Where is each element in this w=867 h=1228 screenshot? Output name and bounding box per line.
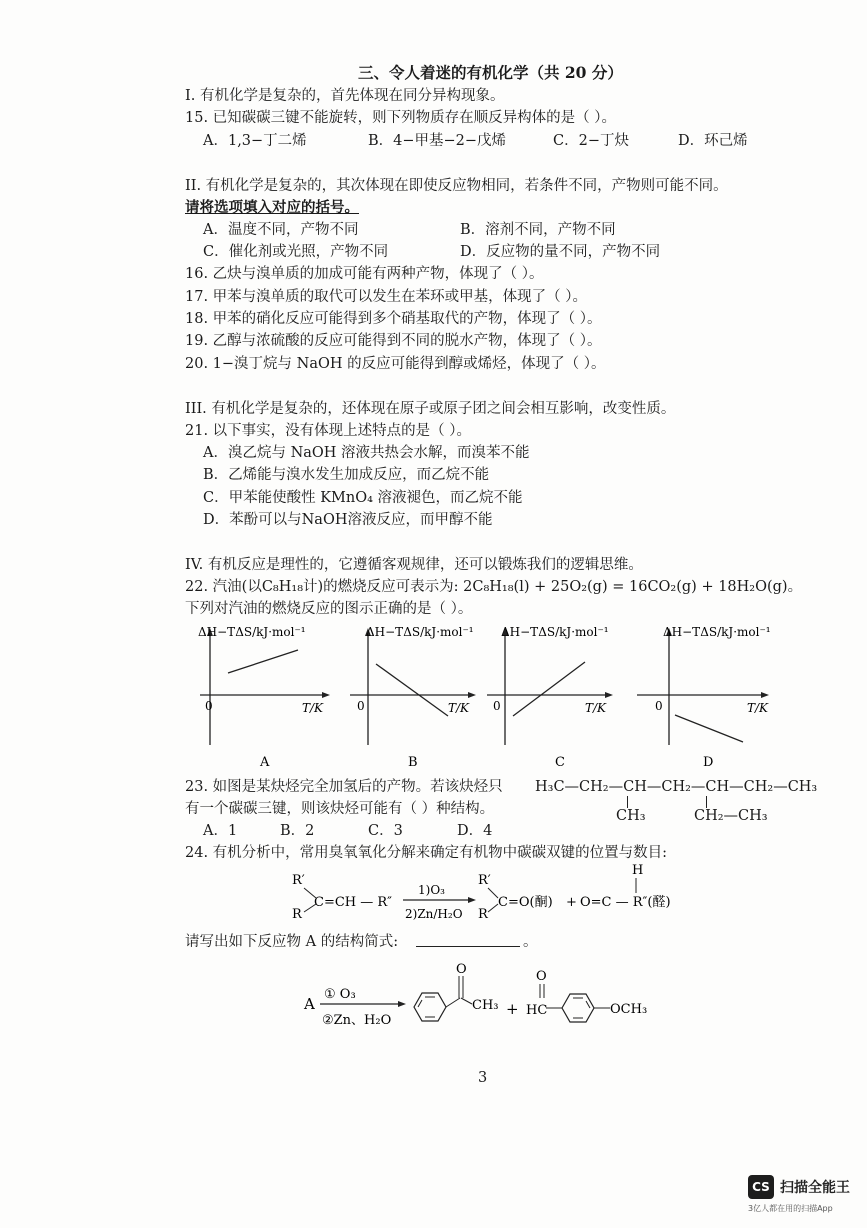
question-21: 21. 以下事实，没有体现上述特点的是（ ）。 <box>185 423 472 439</box>
graph-b-origin: 0 <box>357 699 365 713</box>
q21-option-c: C．甲苯能使酸性 KMnO₄ 溶液褪色，而乙烷不能 <box>203 490 523 506</box>
q22-graphs <box>190 620 790 772</box>
graph-d-line <box>675 715 743 742</box>
part2-option-b: B．溶剂不同，产物不同 <box>460 222 616 238</box>
q23-branch-2: CH₂—CH₃ <box>694 808 768 824</box>
answer-blank-period: 。 <box>523 934 538 950</box>
graph-d <box>637 625 771 770</box>
scanner-watermark <box>748 1173 858 1217</box>
question-24: 24. 有机分析中，常用臭氧氧化分解来确定有机物中碳碳双键的位置与数目: <box>185 845 668 861</box>
question-24-ask: 请写出如下反应物 A 的结构简式: <box>185 934 399 950</box>
q23-option-a: A．1 <box>203 823 238 839</box>
watermark-tagline: 3亿人都在用的扫描App <box>748 1204 833 1213</box>
q21-option-d: D．苯酚可以与NaOH溶液反应，而甲醇不能 <box>203 512 493 528</box>
acetophenone-structure <box>414 962 499 1021</box>
svg-text:CH₃: CH₃ <box>472 998 499 1013</box>
q24-ozonolysis-scheme <box>290 862 720 924</box>
question-23-line2: 有一个碳碳三键，则该炔烃可能有（ ）种结构。 <box>185 801 495 817</box>
q21-option-a: A．溴乙烷与 NaOH 溶液共热会水解，而溴苯不能 <box>203 445 530 461</box>
part4-intro: IV. 有机反应是理性的，它遵循客观规律，还可以锻炼我们的逻辑思维。 <box>185 557 643 573</box>
question-22-line2: 下列对汽油的燃烧反应的图示正确的是（ ）。 <box>185 601 473 617</box>
part2-option-a: A．温度不同，产物不同 <box>203 222 359 238</box>
cs-logo-icon: CS <box>748 1175 774 1199</box>
q21-option-b: B．乙烯能与溴水发生加成反应，而乙烷不能 <box>203 467 490 483</box>
graph-c-ylabel: ΔH−TΔS/kJ·mol⁻¹ <box>501 625 609 639</box>
graph-c <box>487 625 613 770</box>
question-23-line1: 23. 如图是某炔烃完全加氢后的产物。若该炔烃只 <box>185 779 503 795</box>
svg-text:2)Zn/H₂O: 2)Zn/H₂O <box>405 907 463 921</box>
q15-option-b: B．4−甲基−2−戊烯 <box>368 133 507 149</box>
graph-d-ylabel: ΔH−TΔS/kJ·mol⁻¹ <box>663 625 771 639</box>
part3-intro: III. 有机化学是复杂的，还体现在原子或原子团之间会相互影响，改变性质。 <box>185 401 676 417</box>
svg-text:R: R <box>478 907 488 922</box>
svg-text:C=O(酮): C=O(酮) <box>498 895 553 910</box>
q24-reaction-a <box>300 958 700 1038</box>
q15-option-d: D．环己烯 <box>678 133 748 149</box>
question-22: 22. 汽油(以C₈H₁₈计)的燃烧反应可表示为: 2C₈H₁₈(l) + 25O₂(g) = 16CO₂(g) + 18H₂O(g)。 <box>185 579 803 595</box>
part2-option-c: C．催化剂或光照，产物不同 <box>203 244 389 260</box>
answer-blank[interactable] <box>416 946 520 947</box>
q15-option-a: A．1,3−丁二烯 <box>203 133 307 149</box>
part2-option-d: D．反应物的量不同，产物不同 <box>460 244 661 260</box>
graph-b-ylabel: ΔH−TΔS/kJ·mol⁻¹ <box>366 625 474 639</box>
part2-instruction: 请将选项填入对应的括号。 <box>185 199 359 216</box>
svg-text:R′: R′ <box>478 873 491 888</box>
svg-text:R′: R′ <box>292 873 305 888</box>
watermark-name: 扫描全能王 <box>780 1180 850 1196</box>
question-16: 16. 乙炔与溴单质的加成可能有两种产物，体现了（ ）。 <box>185 266 544 282</box>
graph-b-label: B <box>408 755 418 770</box>
graph-c-xlabel: T/K <box>585 701 607 715</box>
graph-a-origin: 0 <box>205 699 213 713</box>
q23-branch-1: CH₃ <box>616 808 646 824</box>
svg-text:H: H <box>632 863 644 878</box>
q15-option-c: C．2−丁炔 <box>553 133 629 149</box>
q23-option-b: B．2 <box>280 823 315 839</box>
reactant-a: A <box>304 995 315 1013</box>
svg-text:O=C — R″(醛): O=C — R″(醛) <box>580 895 671 910</box>
graph-b-line <box>376 664 448 716</box>
graph-b <box>350 625 476 770</box>
svg-text:HC: HC <box>526 1003 548 1018</box>
question-15: 15. 已知碳碳三键不能旋转，则下列物质存在顺反异构体的是（ ）。 <box>185 110 617 126</box>
anisaldehyde-structure <box>526 969 647 1022</box>
page-number: 3 <box>478 1070 488 1086</box>
graph-c-line <box>513 662 585 716</box>
svg-text:1)O₃: 1)O₃ <box>418 883 445 897</box>
graph-c-label: C <box>555 755 565 770</box>
graph-d-origin: 0 <box>655 699 663 713</box>
question-20: 20. 1−溴丁烷与 NaOH 的反应可能得到醇或烯烃，体现了（ ）。 <box>185 356 606 372</box>
graph-d-xlabel: T/K <box>747 701 769 715</box>
graph-b-xlabel: T/K <box>448 701 470 715</box>
q23-option-c: C．3 <box>368 823 403 839</box>
graph-a-line <box>228 650 298 673</box>
graph-d-label: D <box>703 755 714 770</box>
svg-text:R: R <box>292 907 302 922</box>
q23-option-d: D．4 <box>457 823 493 839</box>
svg-text:C=CH — R″: C=CH — R″ <box>314 895 393 910</box>
q23-main-chain: H₃C—CH₂—CH—CH₂—CH—CH₂—CH₃ <box>535 779 818 795</box>
part2-intro: II. 有机化学是复杂的，其次体现在即使反应物相同，若条件不同，产物则可能不同。 <box>185 178 728 194</box>
question-19: 19. 乙醇与浓硫酸的反应可能得到不同的脱水产物，体现了（ ）。 <box>185 333 602 349</box>
svg-text:OCH₃: OCH₃ <box>610 1002 648 1017</box>
svg-text:②Zn、H₂O: ②Zn、H₂O <box>322 1013 392 1028</box>
graph-a-label: A <box>260 755 270 770</box>
svg-text:O: O <box>456 962 467 977</box>
question-17: 17. 甲苯与溴单质的取代可以发生在苯环或甲基，体现了（ ）。 <box>185 289 588 305</box>
svg-text:+: + <box>566 895 577 910</box>
section-title: 三、令人着迷的有机化学（共 20 分） <box>358 63 623 82</box>
question-18: 18. 甲苯的硝化反应可能得到多个硝基取代的产物，体现了（ ）。 <box>185 311 602 327</box>
svg-text:+: + <box>506 1000 519 1018</box>
graph-a <box>198 625 330 770</box>
graph-a-ylabel: ΔH−TΔS/kJ·mol⁻¹ <box>198 625 306 639</box>
graph-c-origin: 0 <box>493 699 501 713</box>
graph-a-xlabel: T/K <box>302 701 324 715</box>
svg-text:① O₃: ① O₃ <box>324 987 356 1002</box>
part1-intro: I. 有机化学是复杂的，首先体现在同分异构现象。 <box>185 88 505 104</box>
svg-text:O: O <box>536 969 547 984</box>
